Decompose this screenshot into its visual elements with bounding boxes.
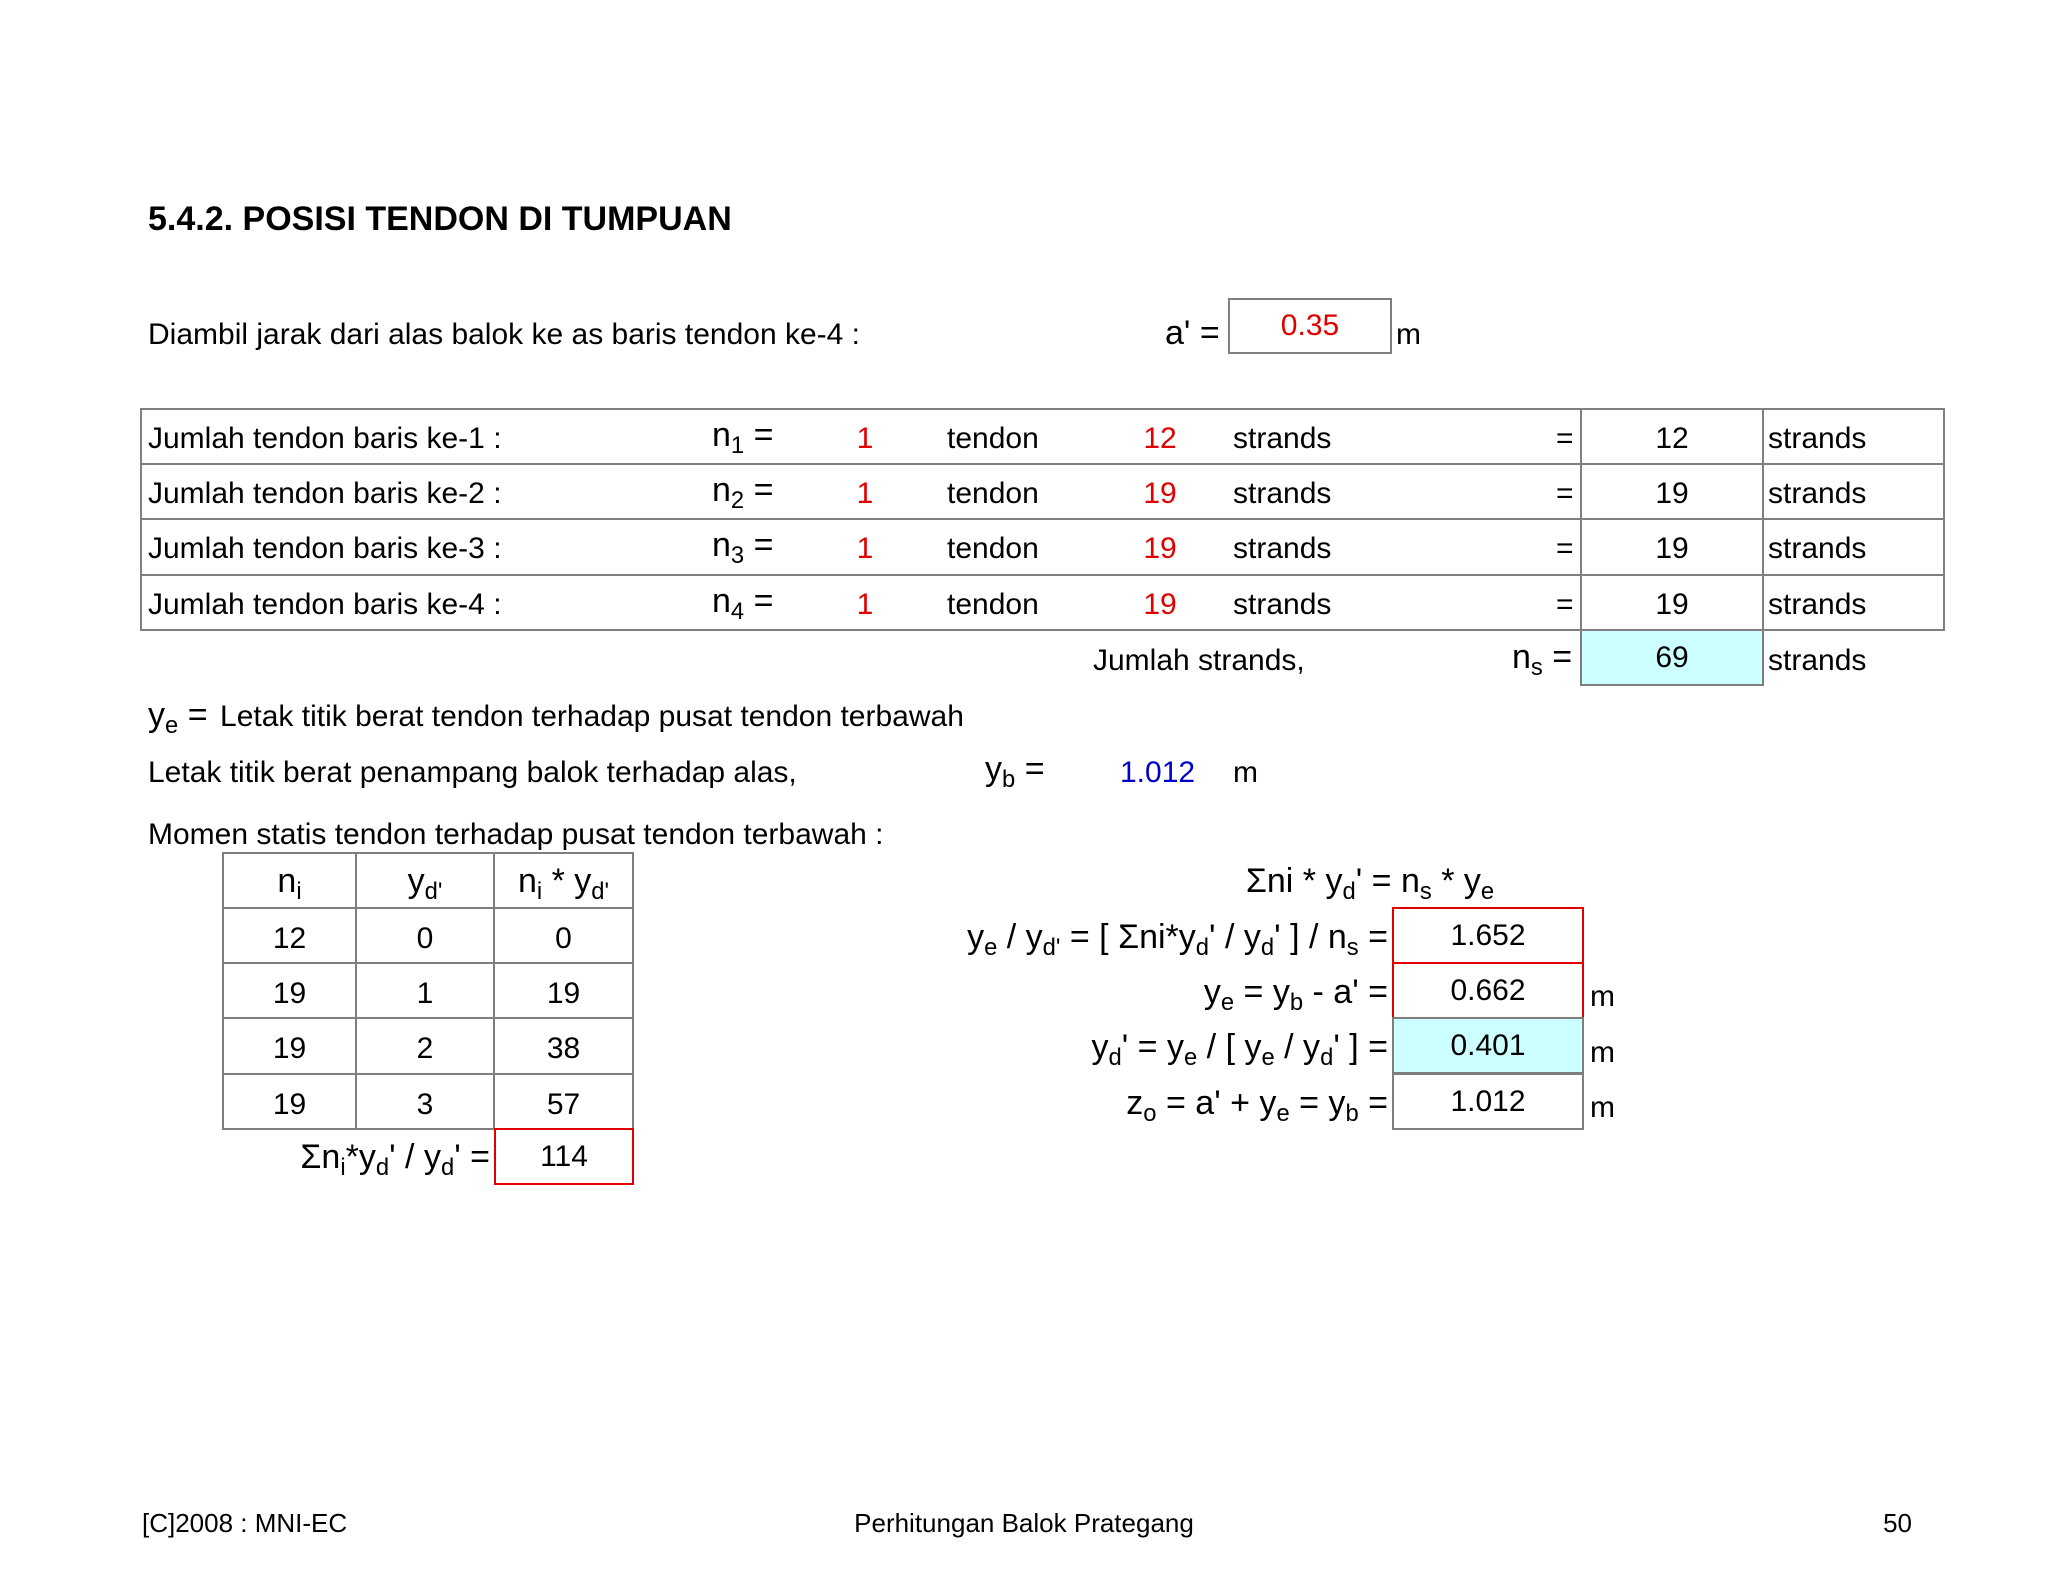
a-unit: m bbox=[1396, 318, 1421, 351]
yb-unit: m bbox=[1233, 756, 1258, 789]
yd-value: 0.401 bbox=[1392, 1017, 1584, 1074]
footer-left: [C]2008 : MNI-EC bbox=[142, 1508, 348, 1538]
tendon-count: 1 bbox=[856, 532, 874, 565]
table-cell: 19 bbox=[272, 1088, 307, 1121]
page-number: 50 bbox=[1883, 1508, 1912, 1538]
row-symbol: $n_4$ = bbox=[712, 582, 774, 626]
strands-unit: strands bbox=[1233, 532, 1332, 565]
table-cell: 2 bbox=[416, 1032, 434, 1065]
row-symbol: $n_2$ = bbox=[712, 471, 774, 515]
footer-center: Perhitungan Balok Prategang bbox=[854, 1508, 1194, 1538]
ye-definition-text: Letak titik berat tendon terhadap pusat tendon terbawah bbox=[220, 700, 964, 733]
row-symbol: $n_1$ = bbox=[712, 416, 774, 460]
header-ni-yd: $n_i * y_{d'}$ bbox=[517, 862, 610, 906]
ns-value-cell: 69 bbox=[1582, 631, 1762, 684]
tendon-unit: tendon bbox=[947, 422, 1039, 455]
row-total: 19 bbox=[1655, 477, 1689, 510]
strands-unit: strands bbox=[1233, 477, 1332, 510]
equals-sign: = bbox=[1556, 477, 1574, 510]
ye-symbol: $y_e$ = bbox=[148, 696, 208, 740]
strands-unit: strands bbox=[1233, 422, 1332, 455]
ye-yd-value: 1.652 bbox=[1392, 907, 1584, 964]
equals-sign: = bbox=[1556, 532, 1574, 565]
row-symbol: $n_3$ = bbox=[712, 526, 774, 570]
ye-definition bbox=[148, 696, 964, 740]
formula-ye-yd: $y_e / y_{d'}$ = [ $\Sigma ni*y_d' / y_d'$ ] / $n_s$ = bbox=[967, 918, 1388, 962]
formula-ye: $y_e = y_b - a'$ = bbox=[1203, 973, 1388, 1017]
ye-value: 0.662 bbox=[1392, 962, 1584, 1019]
row-total: 12 bbox=[1655, 422, 1689, 455]
strands-unit: strands bbox=[1233, 588, 1332, 621]
a-symbol: a' = bbox=[1165, 314, 1220, 352]
yb-value: 1.012 bbox=[1120, 756, 1196, 789]
zo-unit: m bbox=[1590, 1091, 1615, 1124]
moment-label: Momen statis tendon terhadap pusat tendon terbawah : bbox=[148, 818, 884, 851]
strands-per-tendon: 19 bbox=[1143, 477, 1177, 510]
page-title: 5.4.2. POSISI TENDON DI TUMPUAN bbox=[148, 200, 732, 238]
row-label: Jumlah tendon baris ke-4 : bbox=[148, 588, 502, 621]
tendon-count: 1 bbox=[856, 588, 874, 621]
yb-symbol: $y_b$ = bbox=[985, 750, 1045, 794]
formula-zo: $z_o = a' + y_e = y_b$ = bbox=[1126, 1084, 1388, 1128]
table-cell: 19 bbox=[546, 977, 581, 1010]
zo-value: 1.012 bbox=[1392, 1073, 1584, 1130]
formula-yd: $y_d' = y_e$ / [ $y_e / y_d'$ ] = bbox=[1091, 1028, 1388, 1072]
table-cell: 19 bbox=[272, 977, 307, 1010]
sum-ni-yd-value: 114 bbox=[494, 1128, 634, 1185]
table-cell: 0 bbox=[416, 922, 434, 955]
ns-unit: strands bbox=[1768, 644, 1867, 677]
sum-ni-yd-label: $\Sigma n_i*y_d' / y_d'$ = bbox=[300, 1138, 490, 1182]
row-total-unit: strands bbox=[1768, 532, 1867, 565]
row-total-unit: strands bbox=[1768, 588, 1867, 621]
table-cell: 19 bbox=[272, 1032, 307, 1065]
equals-sign: = bbox=[1556, 588, 1574, 621]
row-total-unit: strands bbox=[1768, 477, 1867, 510]
intro-label: Diambil jarak dari alas balok ke as baris tendon ke-4 : bbox=[148, 318, 861, 351]
strands-per-tendon: 12 bbox=[1143, 422, 1177, 455]
row-total: 19 bbox=[1655, 588, 1689, 621]
strands-per-tendon: 19 bbox=[1143, 532, 1177, 565]
tendon-unit: tendon bbox=[947, 532, 1039, 565]
table-cell: 57 bbox=[546, 1088, 581, 1121]
ns-symbol: $n_s$ = bbox=[1512, 638, 1573, 682]
strands-per-tendon: 19 bbox=[1143, 588, 1177, 621]
equals-sign: = bbox=[1556, 422, 1574, 455]
row-label: Jumlah tendon baris ke-3 : bbox=[148, 532, 502, 565]
formula-header: $\Sigma ni * y_d' = n_s * y_e$ bbox=[1245, 862, 1495, 906]
sum-strands-label: Jumlah strands, bbox=[1093, 644, 1305, 677]
table-cell: 38 bbox=[546, 1032, 581, 1065]
ye-unit: m bbox=[1590, 980, 1615, 1013]
table-cell: 0 bbox=[555, 922, 572, 955]
yb-label: Letak titik berat penampang balok terhadap alas, bbox=[148, 756, 797, 789]
table-cell: 3 bbox=[416, 1088, 434, 1121]
yd-unit: m bbox=[1590, 1036, 1615, 1069]
tendon-unit: tendon bbox=[947, 588, 1039, 621]
header-yd: $y_{d'}$ bbox=[407, 862, 443, 906]
row-total: 19 bbox=[1655, 532, 1689, 565]
header-ni: $n_i$ bbox=[277, 862, 302, 906]
a-value-cell: 0.35 bbox=[1228, 298, 1392, 354]
table-cell: 12 bbox=[272, 922, 307, 955]
tendon-unit: tendon bbox=[947, 477, 1039, 510]
tendon-count: 1 bbox=[856, 422, 874, 455]
table-cell: 1 bbox=[416, 977, 434, 1010]
tendon-count: 1 bbox=[856, 477, 874, 510]
row-label: Jumlah tendon baris ke-1 : bbox=[148, 422, 502, 455]
row-label: Jumlah tendon baris ke-2 : bbox=[148, 477, 502, 510]
row-total-unit: strands bbox=[1768, 422, 1867, 455]
